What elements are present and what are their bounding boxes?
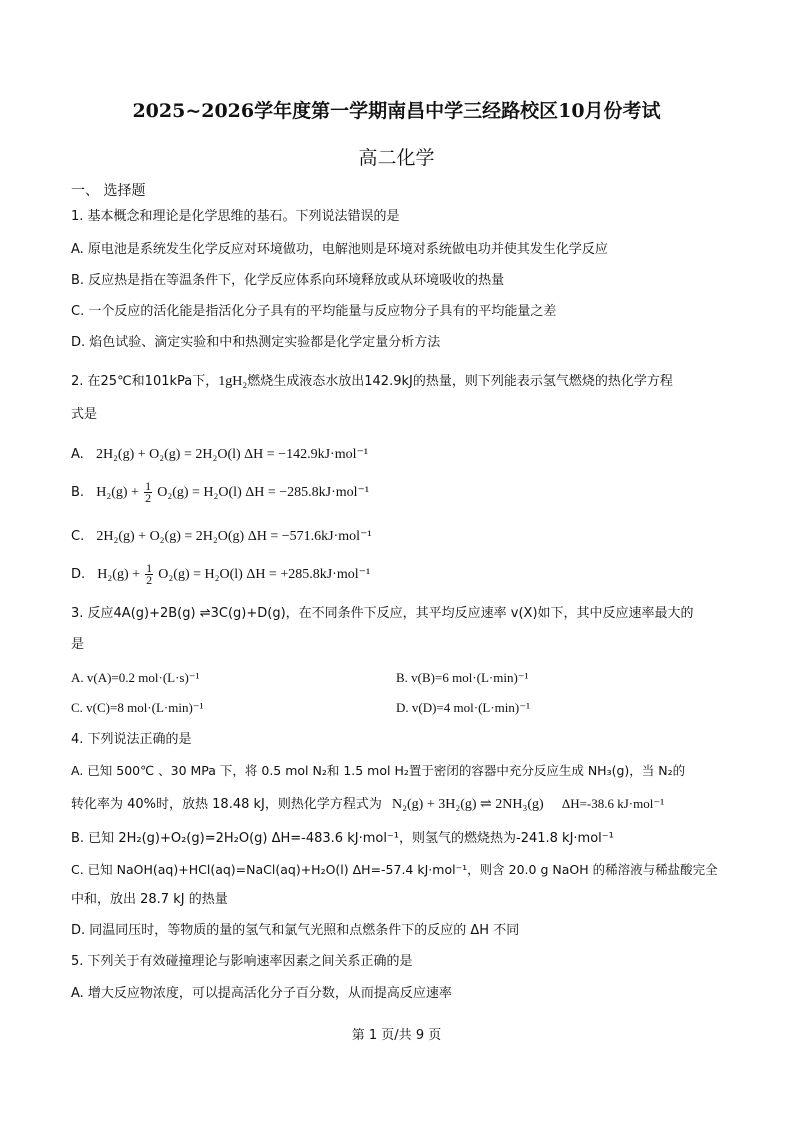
q2-stem (71, 373, 673, 391)
subject-title: 高二化学 (358, 147, 435, 169)
q4-option-a-line2 (71, 795, 664, 814)
q3-option-b: B. v(B)=6 mol·(L·min)⁻¹ (396, 670, 529, 685)
q2-option-b-right: O₂(g) = H₂O(l) ΔH = −285.8kJ·mol⁻¹ (157, 485, 370, 500)
q3-option-c: C. v(C)=8 mol·(L·min)⁻¹ (71, 700, 204, 715)
q2-stem-formula: 1gH₂ (218, 374, 248, 389)
q4-option-a-dh: ΔH=-38.6 kJ·mol⁻¹ (561, 796, 665, 811)
q1-option-a: A. 原电池是系统发生化学反应对环境做功，电解池则是环境对系统做电功并使其发生化学反应 (71, 242, 608, 257)
q4-option-b: B. 已知 2H₂(g)+O₂(g)=2H₂O(g) ΔH=-483.6 kJ·mol⁻¹，则氢气的燃烧热为-241.8 kJ·mol⁻¹ (71, 831, 614, 846)
q4-stem: 4. 下列说法正确的是 (71, 732, 192, 747)
q3-option-a: A. v(A)=0.2 mol·(L·s)⁻¹ (71, 670, 200, 685)
q1-option-c: C. 一个反应的活化能是指活化分子具有的平均能量与反应物分子具有的平均能量之差 (71, 304, 557, 319)
q4-option-a-line1: A. 已知 500℃ 、30 MPa 下，将 0.5 mol N₂和 1.5 mol H₂置于密闭的容器中充分反应生成 NH₃(g)，当 N₂的 (71, 763, 686, 778)
q2-option-a-label: A. (71, 447, 84, 462)
q4-option-d: D. 同温同压时，等物质的量的氢气和氯气光照和点燃条件下的反应的 ΔH 不同 (71, 923, 520, 938)
q2-option-a-equation: 2H₂(g) + O₂(g) = 2H₂O(l) ΔH = −142.9kJ·mol⁻¹ (95, 447, 369, 462)
section-heading: 一、 选择题 (71, 183, 146, 199)
q2-option-d-left: H₂(g) + (97, 567, 141, 582)
q2-stem-part2: 燃烧生成液态水放出142.9kJ的热量，则下列能表示氢气燃烧的热化学方程 (247, 374, 673, 389)
q1-option-b: B. 反应热是指在等温条件下，化学反应体系向环境释放或从环境吸收的热量 (71, 273, 505, 288)
q2-stem-continued: 式是 (71, 407, 98, 422)
q2-option-d-label: D. (71, 567, 86, 582)
q2-option-c-label: C. (71, 529, 85, 544)
q2-option-c-equation: 2H₂(g) + O₂(g) = 2H₂O(g) ΔH = −571.6kJ·mol⁻¹ (96, 529, 372, 544)
q2-option-b-label: B. (71, 485, 85, 500)
q2-option-a (71, 446, 368, 464)
q4-option-a-equation: N₂(g) + 3H₂(g) ⇌ 2NH₃(g) (392, 797, 544, 812)
q2-option-d-fraction: $\frac{1}{2}$ (146, 561, 153, 587)
q1-option-d: D. 焰色试验、滴定实验和中和热测定实验都是化学定量分析方法 (71, 335, 441, 350)
q2-option-d-right: O₂(g) = H₂O(l) ΔH = +285.8kJ·mol⁻¹ (158, 567, 371, 582)
q2-stem-part1: 2. 在25℃和101kPa下， (71, 374, 219, 389)
q2-option-c (71, 528, 372, 546)
q4-option-a-line2-text: 转化率为 40%时，放热 18.48 kJ，则热化学方程式为 (71, 797, 382, 812)
q1-stem: 1. 基本概念和理论是化学思维的基石。下列说法错误的是 (71, 209, 400, 224)
q2-option-b-left: H₂(g) + (96, 485, 139, 500)
q5-stem: 5. 下列关于有效碰撞理论与影响速率因素之间关系正确的是 (71, 954, 413, 969)
q3-stem-continued: 是 (71, 637, 85, 652)
q2-option-d (71, 563, 370, 586)
page-footer: 第 1 页/共 9 页 (351, 1028, 442, 1043)
q3-stem: 3. 反应4A(g)+2B(g) ⇌3C(g)+D(g)，在不同条件下反应，其平均反应速率 v(X)如下，其中反应速率最大的 (71, 606, 694, 621)
q2-option-b (71, 481, 369, 504)
q5-option-a: A. 增大反应物浓度，可以提高活化分子百分数，从而提高反应速率 (71, 986, 452, 1001)
exam-title: 2025~2026学年度第一学期南昌中学三经路校区10月份考试 (132, 100, 661, 122)
q4-option-c-line2: 中和，放出 28.7 kJ 的热量 (71, 892, 228, 907)
q2-option-b-fraction: $\frac{1}{2}$ (145, 479, 152, 505)
q4-option-c-line1: C. 已知 NaOH(aq)+HCl(aq)=NaCl(aq)+H₂O(l) ΔH=-57.4 kJ·mol⁻¹，则含 20.0 g NaOH 的稀溶液与稀盐酸完全 (71, 862, 718, 877)
q3-option-d: D. v(D)=4 mol·(L·min)⁻¹ (396, 700, 530, 715)
